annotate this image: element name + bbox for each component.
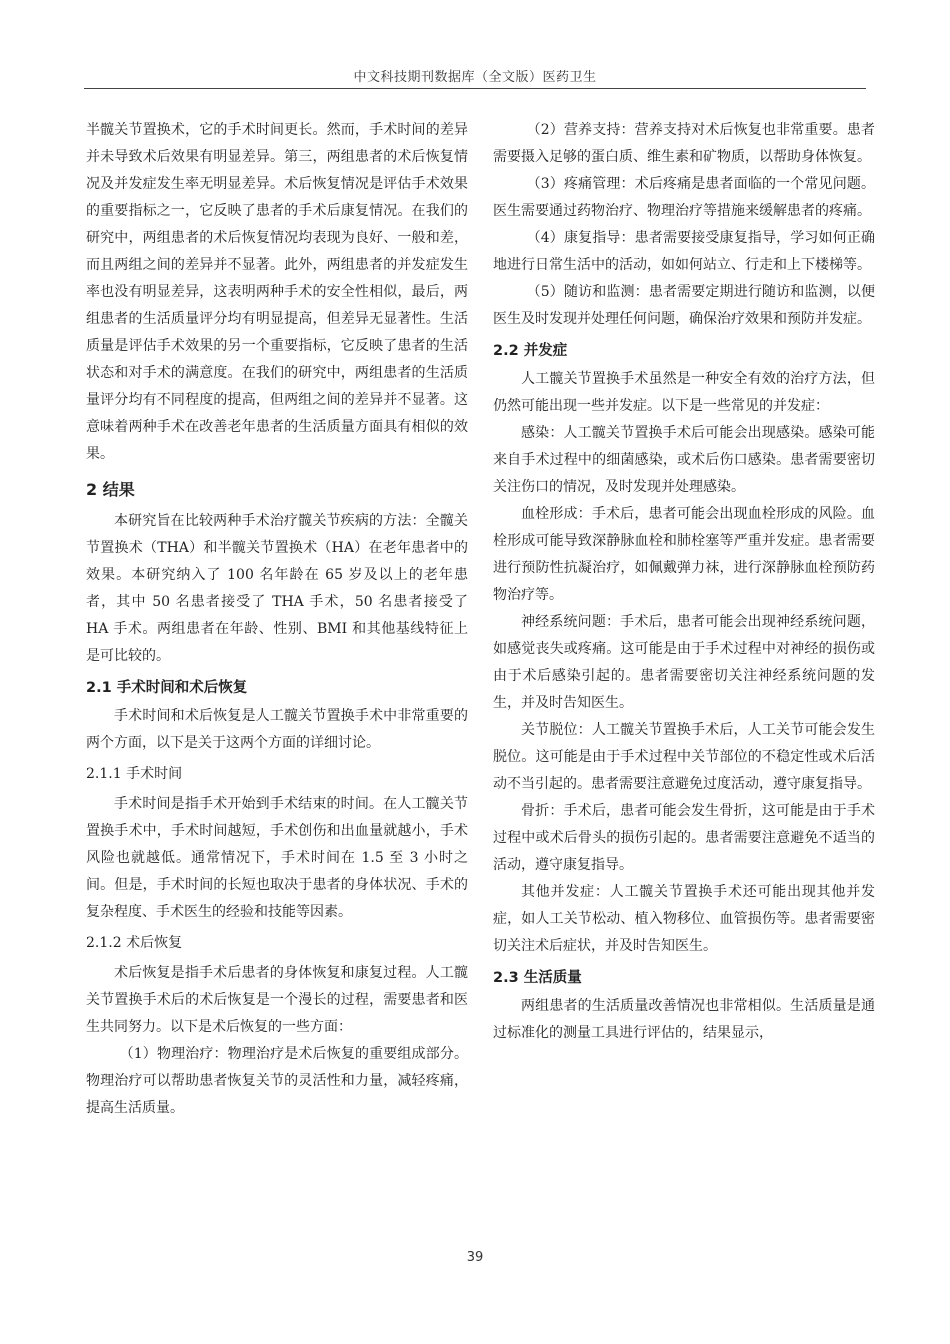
list-item: （2）营养支持：营养支持对术后恢复也非常重要。患者需要摄入足够的蛋白质、维生素和矿物质，以帮助身体恢复。 xyxy=(493,122,875,165)
header-rule xyxy=(84,88,866,89)
left-column xyxy=(86,117,468,1122)
paragraph: 人工髋关节置换手术虽然是一种安全有效的治疗方法，但仍然可能出现一些并发症。以下是一些常见的并发症： xyxy=(493,371,875,414)
running-header: 中文科技期刊数据库（全文版）医药卫生 xyxy=(353,70,597,85)
paragraph: 手术时间是指手术开始到手术结束的时间。在人工髋关节置换手术中，手术时间越短，手术创伤和出血量就越小，手术风险也就越低。通常情况下，手术时间在 1.5 至 3 小时之间。但是，手术时间的长短也取决于患者的身体状况、手术的复杂程度、手术医生的经验和技能等因素。 xyxy=(86,796,468,920)
subsection-heading-surgery-time-recovery: 2.1 手术时间和术后恢复 xyxy=(86,680,248,696)
paragraph-infection: 感染：人工髋关节置换手术后可能会出现感染。感染可能来自手术过程中的细菌感染，或术后伤口感染。患者需要密切关注伤口的情况，及时发现并处理感染。 xyxy=(493,425,875,495)
subsubsection-heading-surgery-time: 2.1.1 手术时间 xyxy=(86,766,183,782)
subsection-heading-complications: 2.2 并发症 xyxy=(493,343,568,359)
paragraph-dislocation: 关节脱位：人工髋关节置换手术后，人工关节可能会发生脱位。这可能是由于手术过程中关节部位的不稳定性或术后活动不当引起的。患者需要注意避免过度活动，遵守康复指导。 xyxy=(493,722,875,792)
page-number: 39 xyxy=(466,1250,484,1265)
paragraph: 两组患者的生活质量改善情况也非常相似。生活质量是通过标准化的测量工具进行评估的，结果显示， xyxy=(493,998,875,1041)
paragraph-thrombosis: 血栓形成：手术后，患者可能会出现血栓形成的风险。血栓形成可能导致深静脉血栓和肺栓塞等严重并发症。患者需要进行预防性抗凝治疗，如佩戴弹力袜，进行深静脉血栓预防药物治疗等。 xyxy=(493,506,875,603)
paragraph: 本研究旨在比较两种手术治疗髋关节疾病的方法：全髋关节置换术（THA）和半髋关节置换术（HA）在老年患者中的效果。本研究纳入了 100 名年龄在 65 岁及以上的老年患者，其中 50 名患者接受了 THA 手术，50 名患者接受了 HA 手术。两组患者在年龄、性别、BMI 和其他基线特征上是可比较的。 xyxy=(86,513,468,664)
section-heading-results: 2 结果 xyxy=(86,480,135,499)
paragraph-fracture: 骨折：手术后，患者可能会发生骨折，这可能是由于手术过程中或术后骨头的损伤引起的。患者需要注意避免不适当的活动，遵守康复指导。 xyxy=(493,803,875,873)
list-item: （5）随访和监测：患者需要定期进行随访和监测，以便医生及时发现并处理任何问题，确保治疗效果和预防并发症。 xyxy=(493,284,875,327)
subsubsection-heading-postop-recovery: 2.1.2 术后恢复 xyxy=(86,935,183,951)
paragraph: 手术时间和术后恢复是人工髋关节置换手术中非常重要的两个方面，以下是关于这两个方面的详细讨论。 xyxy=(86,708,468,751)
list-item: （3）疼痛管理：术后疼痛是患者面临的一个常见问题。医生需要通过药物治疗、物理治疗等措施来缓解患者的疼痛。 xyxy=(493,176,875,219)
paragraph-other-complications: 其他并发症：人工髋关节置换手术还可能出现其他并发症，如人工关节松动、植入物移位、血管损伤等。患者需要密切关注术后症状，并及时告知医生。 xyxy=(493,884,875,954)
subsection-heading-quality-of-life: 2.3 生活质量 xyxy=(493,970,582,986)
list-item: （4）康复指导：患者需要接受康复指导，学习如何正确地进行日常生活中的活动，如如何站立、行走和上下楼梯等。 xyxy=(493,230,875,273)
paragraph: 半髋关节置换术，它的手术时间更长。然而，手术时间的差异并未导致术后效果有明显差异。第三，两组患者的术后恢复情况及并发症发生率无明显差异。术后恢复情况是评估手术效果的重要指标之一，它反映了患者的手术后康复情况。在我们的研究中，两组患者的术后恢复情况均表现为良好、一般和差，而且两组之间的差异并不显著。此外，两组患者的并发症发生率也没有明显差异，这表明两种手术的安全性相似，最后，两组患者的生活质量评分均有明显提高，但差异无显著性。生活质量是评估手术效果的另一个重要指标，它反映了患者的生活状态和对手术的满意度。在我们的研究中，两组患者的生活质量评分均有不同程度的提高，但两组之间的差异并不显著。这意味着两种手术在改善老年患者的生活质量方面具有相似的效果。 xyxy=(86,122,468,462)
list-item: （1）物理治疗：物理治疗是术后恢复的重要组成部分。物理治疗可以帮助患者恢复关节的灵活性和力量，减轻疼痛，提高生活质量。 xyxy=(86,1046,468,1116)
paragraph-nerve: 神经系统问题：手术后，患者可能会出现神经系统问题，如感觉丧失或疼痛。这可能是由于手术过程中对神经的损伤或由于术后感染引起的。患者需要密切关注神经系统问题的发生，并及时告知医生。 xyxy=(493,614,875,711)
right-column xyxy=(493,117,875,1047)
paragraph: 术后恢复是指手术后患者的身体恢复和康复过程。人工髋关节置换手术后的术后恢复是一个漫长的过程，需要患者和医生共同努力。以下是术后恢复的一些方面： xyxy=(86,965,468,1035)
